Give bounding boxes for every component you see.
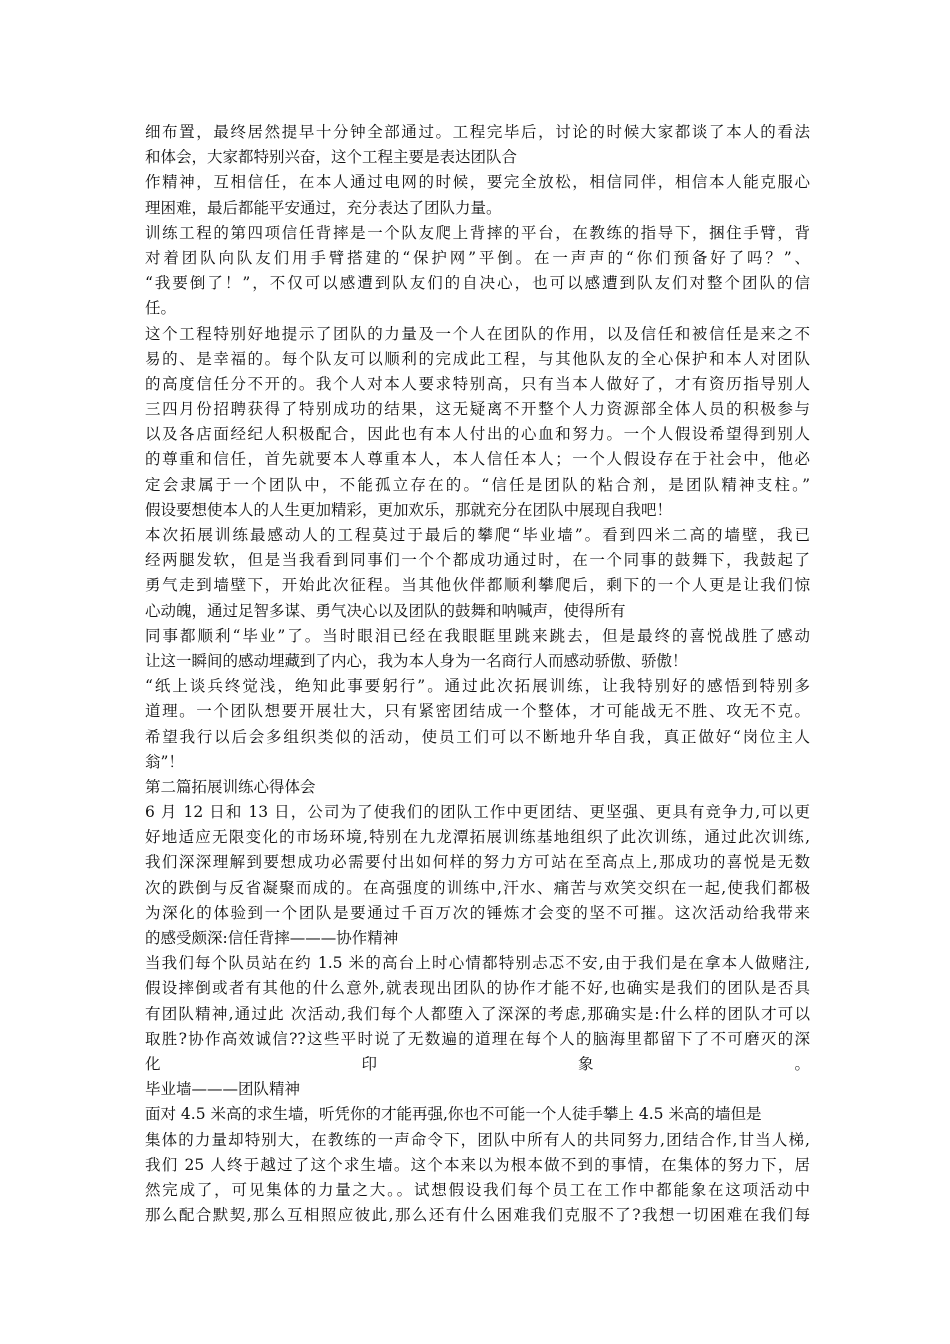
text-line: 我们深深理解到要想成功必需要付出如何样的努力方可站在至高点上,那成功的喜悦是无数 [145, 853, 810, 872]
text-line: 训练工程的第四项信任背摔是一个队友爬上背摔的平台，在教练的指导下，捆住手臂，背 [145, 223, 810, 242]
text-line: 三四月份招聘获得了特别成功的结果，这无疑离不开整个人力资源部全体人员的积极参与 [145, 400, 810, 419]
text-line: 化印象。 [145, 1054, 810, 1073]
text-line: 的高度信任分不开的。我个人对本人要求特别高，只有当本人做好了，才有资历指导别人 [145, 374, 810, 393]
text-line: 经两腿发软，但是当我看到同事们一个个都成功通过时，在一个同事的鼓舞下，我鼓起了 [145, 551, 810, 570]
text-line: 的感受颇深:信任背摔———协作精神 [145, 929, 399, 947]
text-line: 道理。一个团队想要开展壮大，只有紧密团结成一个整体，才可能战无不胜、攻无不克。 [145, 702, 810, 721]
text-line: 理困难，最后都能平安通过，充分表达了团队力量。 [145, 198, 502, 217]
text-line: 有团队精神,通过此 次活动,我们每个人都堕入了深深的考虑,那确实是:什么样的团队才可以 [145, 1004, 810, 1023]
text-line: 第二篇拓展训练心得体会 [145, 777, 316, 796]
text-line: 假设摔倒或者有其他的什么意外,就表现出团队的协作才能不好,也确实是我们的团队是否具 [145, 979, 810, 998]
text-line: 取胜?协作高效诚信??这些平时说了无数遍的道理在每个人的脑海里都留下了不可磨灭的深 [145, 1029, 810, 1048]
text-line: 任。 [145, 299, 177, 318]
text-line: 然完成了，可见集体的力量之大。。试想假设我们每个员工在工作中都能象在这项活动中 [145, 1180, 810, 1199]
text-line: 对着团队向队友们用手臂搭建的“保护网”平倒。在一声声的“你们预备好了吗？”、 [145, 248, 810, 267]
text-line: 心动魄，通过足智多谋、勇气决心以及团队的鼓舞和呐喊声，使得所有 [145, 601, 626, 620]
text-line: 和体会，大家都特别兴奋，这个工程主要是表达团队合 [145, 148, 518, 167]
text-line: 易的、是幸福的。每个队友可以顺利的完成此工程，与其他队友的全心保护和本人对团队 [145, 349, 810, 368]
text-line: 同事都顺利“毕业”了。当时眼泪已经在我眼眶里跳来跳去，但是最终的喜悦战胜了感动 [145, 626, 810, 645]
text-line: 好地适应无限变化的市场环境,特别在九龙潭拓展训练基地组织了此次训练，通过此次训练, [145, 828, 810, 847]
text-line: 让这一瞬间的感动埋藏到了内心，我为本人身为一名商行人而感动骄傲、骄傲！ [145, 651, 688, 670]
text-line: 那么配合默契,那么互相照应彼此,那么还有什么困难我们克服不了?我想一切困难在我们每 [145, 1206, 810, 1225]
text-line: 6 月 12 日和 13 日，公司为了使我们的团队工作中更团结、更坚强、更具有竞争力,可以更 [145, 803, 810, 822]
text-line: 毕业墙———团队精神 [145, 1080, 301, 1099]
text-line: 当我们每个队员站在约 1.5 米的高台上时心情都特别忐忑不安,由于我们是在拿本人做赌注, [145, 954, 810, 973]
text-line: 勇气走到墙壁下，开始此次征程。当其他伙伴都顺利攀爬后，剩下的一个人更是让我们惊 [145, 576, 810, 595]
text-line: 翁”！ [145, 752, 184, 771]
text-line: 这个工程特别好地提示了团队的力量及一个人在团队的作用，以及信任和被信任是来之不 [145, 324, 810, 343]
text-line: 集体的力量却特别大，在教练的一声命令下，团队中所有人的共同努力,团结合作,甘当人梯, [145, 1130, 810, 1149]
text-line: 定会隶属于一个团队中，不能孤立存在的。“信任是团队的粘合剂，是团队精神支柱。” [145, 475, 810, 494]
text-line: “我要倒了！”，不仅可以感遭到队友们的自决心，也可以感遭到队友们对整个团队的信 [145, 274, 810, 293]
text-line: 次的跌倒与反省凝聚而成的。在高强度的训练中,汗水、痛苦与欢笑交织在一起,使我们都极 [145, 878, 810, 897]
text-line: 的尊重和信任，首先就要本人尊重本人，本人信任本人；一个人假设存在于社会中，他必 [145, 450, 810, 469]
text-line: 作精神，互相信任，在本人通过电网的时候，要完全放松，相信同伴，相信本人能克服心 [145, 173, 810, 192]
document-body [145, 120, 810, 1228]
text-line: 为深化的体验到一个团队是要通过千百万次的锤炼才会变的坚不可摧。这次活动给我带来 [145, 903, 810, 922]
text-line: 希望我行以后会多组织类似的活动，使员工们可以不断地升华自我，真正做好“岗位主人 [145, 727, 810, 746]
text-line: 本次拓展训练最感动人的工程莫过于最后的攀爬“毕业墙”。看到四米二高的墙壁，我已 [145, 526, 810, 544]
text-line: 假设要想使本人的人生更加精彩，更加欢乐，那就充分在团队中展现自我吧！ [145, 500, 673, 519]
text-line: 细布置，最终居然提早十分钟全部通过。工程完毕后，讨论的时候大家都谈了本人的看法 [145, 123, 810, 141]
text-line: 面对 4.5 米高的求生墙，听凭你的才能再强,你也不可能一个人徒手攀上 4.5 米高的墙但是 [145, 1105, 762, 1124]
text-line: “纸上谈兵终觉浅，绝知此事要躬行”。通过此次拓展训练，让我特别好的感悟到特别多 [145, 677, 810, 696]
text-line: 以及各店面经纪人积极配合，因此也有本人付出的心血和努力。一个人假设希望得到别人 [145, 425, 810, 444]
text-line: 我们 25 人终于越过了这个求生墙。这个本来以为根本做不到的事情，在集体的努力下，居 [145, 1155, 810, 1174]
